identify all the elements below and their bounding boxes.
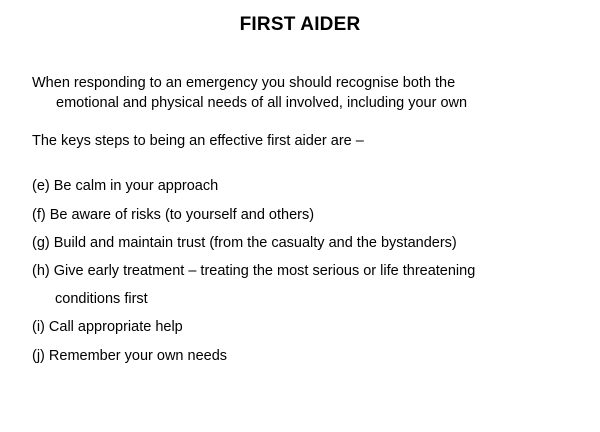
list-marker: (e) xyxy=(32,178,50,194)
list-item-f xyxy=(32,205,314,225)
keys-heading: The keys steps to being an effective first aider are – xyxy=(32,133,364,149)
intro-paragraph xyxy=(32,73,572,113)
list-item-text: Give early treatment – treating the most serious or life threatening xyxy=(53,263,476,279)
list-item-h xyxy=(32,261,475,281)
list-item-text: Remember your own needs xyxy=(48,348,228,364)
intro-line-2: emotional and physical needs of all involved, including your own xyxy=(56,95,468,111)
list-item-h-continuation: conditions first xyxy=(55,291,148,307)
list-item-i xyxy=(32,317,183,337)
list-item-e xyxy=(32,176,218,196)
list-marker: (g) xyxy=(32,235,50,251)
list-marker: (h) xyxy=(32,263,50,279)
list-item-text: Be aware of risks (to yourself and others) xyxy=(49,207,315,223)
list-marker: (f) xyxy=(32,207,46,223)
list-marker: (i) xyxy=(32,319,45,335)
list-item-text: Be calm in your approach xyxy=(53,178,219,194)
page-title: FIRST AIDER xyxy=(239,14,361,35)
list-item-j xyxy=(32,346,227,366)
intro-line-1: When responding to an emergency you should recognise both the xyxy=(32,75,456,91)
list-item-text: Build and maintain trust (from the casualty and the bystanders) xyxy=(53,235,457,251)
list-marker: (j) xyxy=(32,348,45,364)
list-item-text: Call appropriate help xyxy=(48,319,183,335)
list-item-g xyxy=(32,233,457,253)
